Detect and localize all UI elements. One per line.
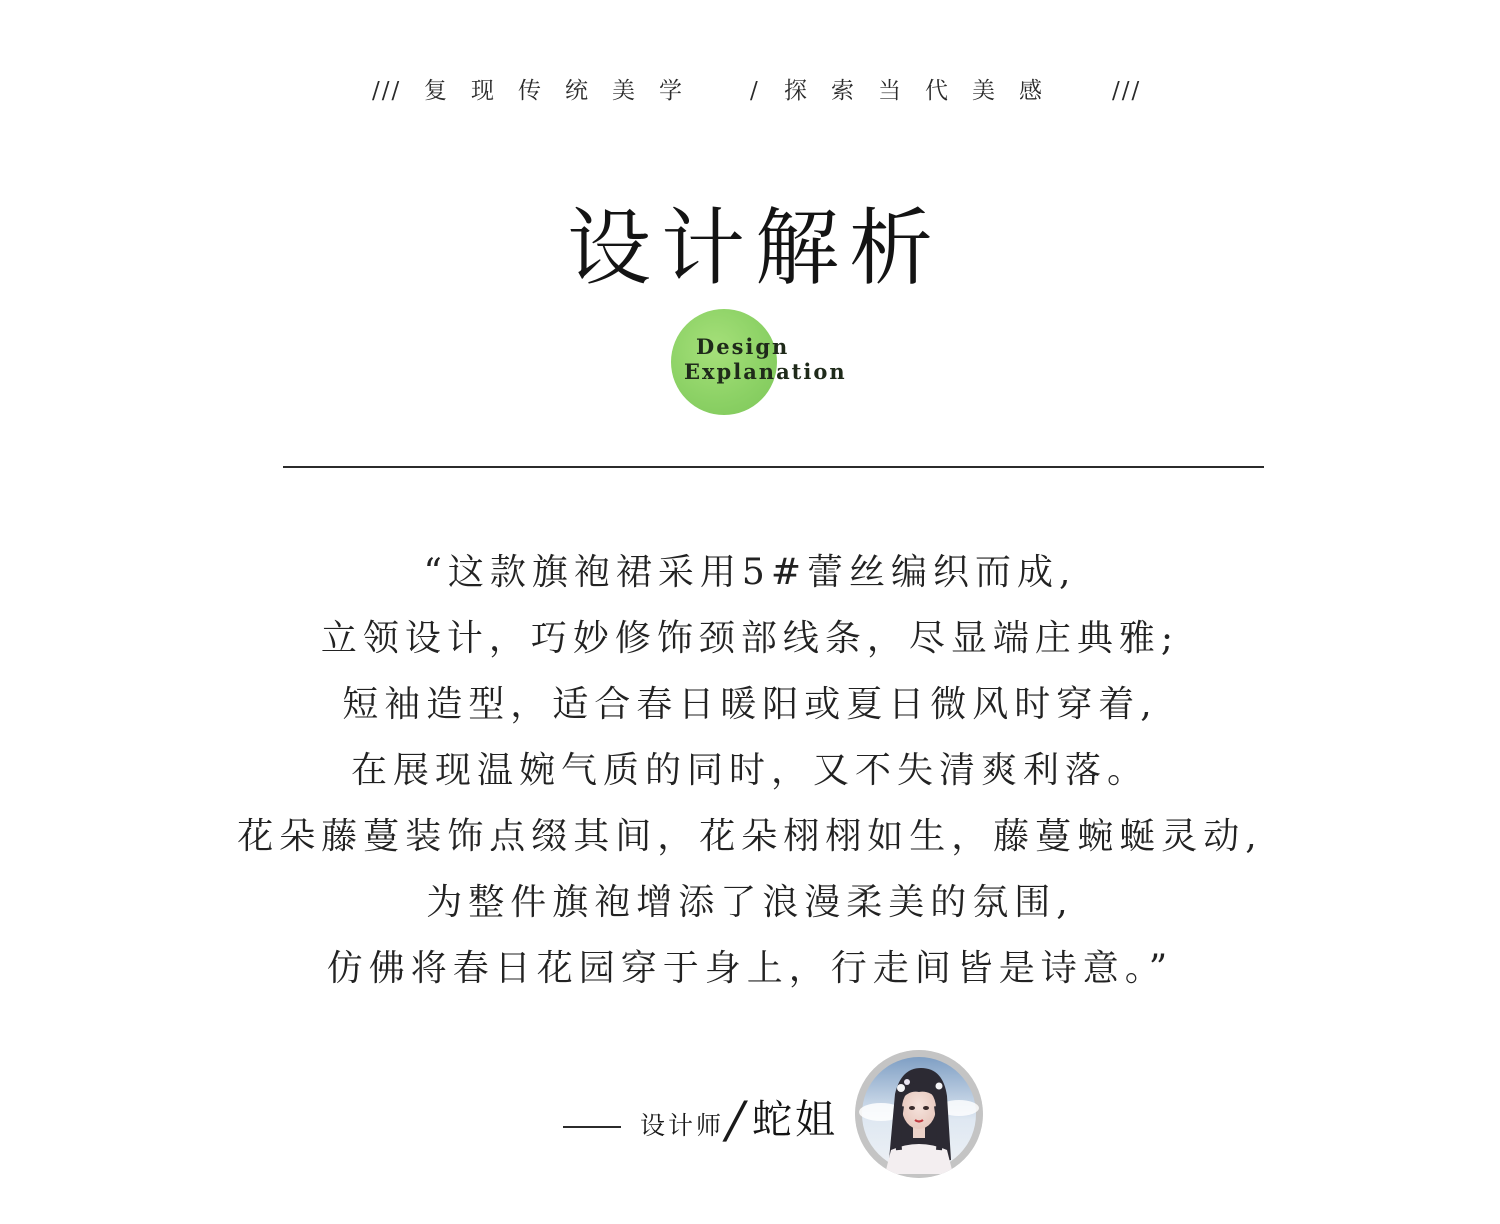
page-title: 设计解析 — [566, 199, 943, 297]
tagline — [0, 74, 1500, 108]
designer-portrait-icon — [855, 1050, 983, 1178]
signature-name: 蛇姐 — [752, 1097, 838, 1143]
tagline-left-text: 复现传统美学 — [424, 78, 706, 104]
description-line: 花朵藤蔓装饰点缀其间，花朵栩栩如生，藤蔓蜿蜒灵动, — [237, 816, 1263, 857]
tagline-slash-mid: / — [750, 78, 758, 104]
section-divider — [283, 466, 1264, 468]
design-description — [0, 540, 1500, 1002]
badge-caption — [684, 334, 847, 384]
description-line: 立领设计，巧妙修饰颈部线条，尽显端庄典雅; — [320, 618, 1180, 659]
avatar — [855, 1050, 983, 1178]
description-line: 为整件旗袍增添了浪漫柔美的氛围, — [426, 882, 1074, 923]
description-line: “这款旗袍裙采用5#蕾丝编织而成, — [423, 552, 1077, 593]
signature-slash: / — [720, 1091, 751, 1149]
tagline-slash-left: /// — [372, 78, 402, 104]
tagline-right-text: 探索当代美感 — [784, 78, 1066, 104]
tagline-slash-right: /// — [1112, 78, 1142, 104]
badge-line-design: Design — [696, 334, 790, 359]
badge-line-explanation: Explanation — [684, 359, 847, 384]
description-line: 仿佛将春日花园穿于身上，行走间皆是诗意。” — [326, 948, 1174, 989]
description-line: 在展现温婉气质的同时，又不失清爽利落。 — [350, 750, 1149, 791]
signature-role: 设计师 — [640, 1111, 725, 1140]
description-line: 短袖造型，适合春日暖阳或夏日微风时穿着, — [342, 684, 1158, 725]
signature-dash — [563, 1126, 621, 1128]
